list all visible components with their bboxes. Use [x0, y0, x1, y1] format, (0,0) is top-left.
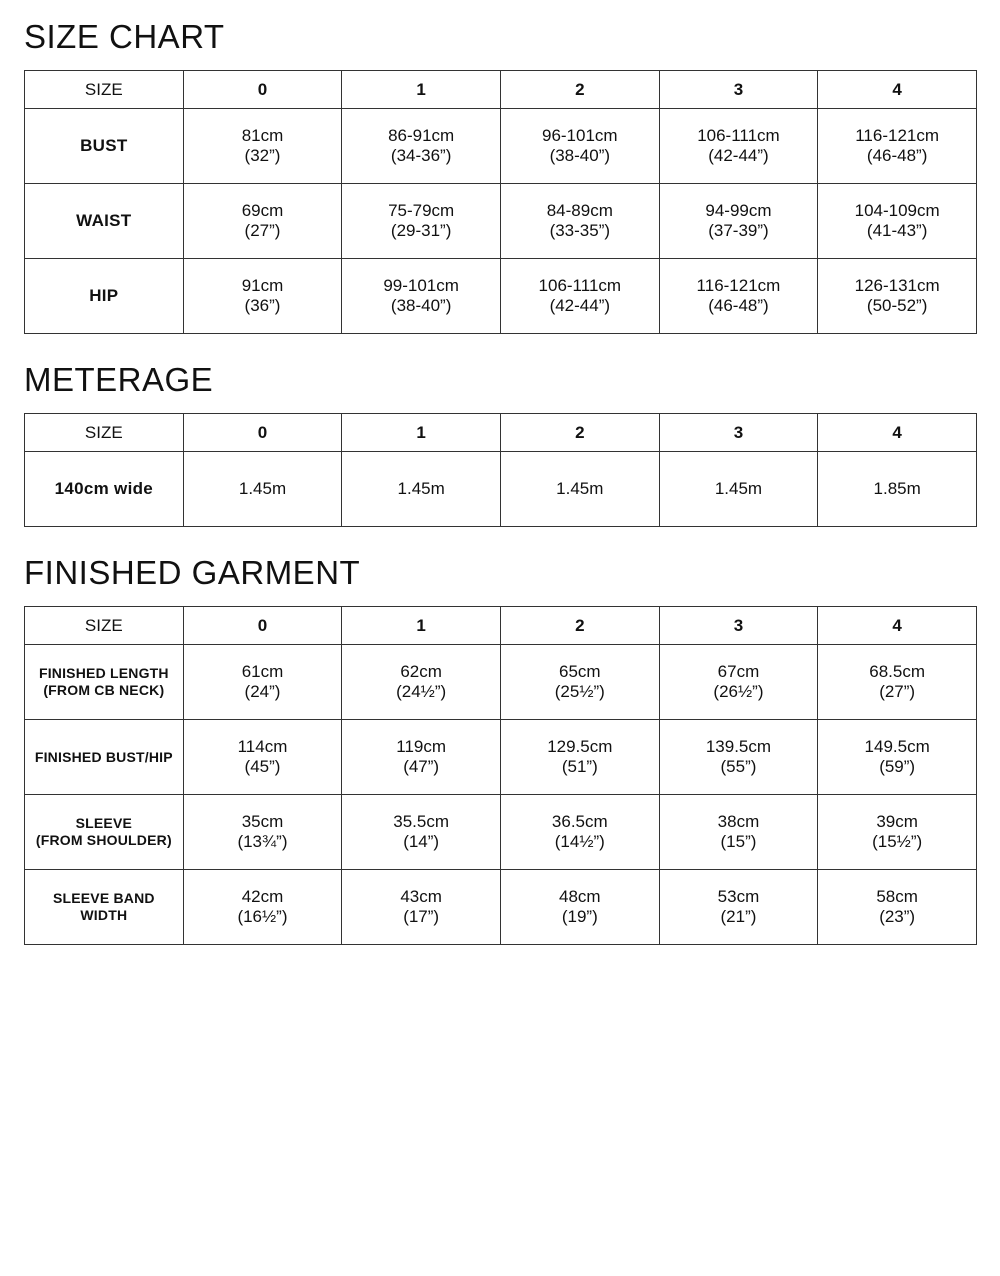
size-column-header: 0	[183, 607, 342, 645]
meterage-title: METERAGE	[24, 361, 214, 398]
meterage-cell: 1.85m	[818, 452, 977, 527]
measurement-cell: 67cm (26½”)	[659, 645, 818, 720]
measurement-cell: 119cm (47”)	[342, 720, 501, 795]
size-chart-title: SIZE CHART	[24, 18, 225, 55]
measurement-cell: 48cm (19”)	[500, 870, 659, 945]
row-label: SLEEVE (FROM SHOULDER)	[25, 795, 184, 870]
size-column-header: 3	[659, 607, 818, 645]
size-column-header: 2	[500, 71, 659, 109]
measurement-cell: 81cm (32”)	[183, 109, 342, 184]
measurement-cell: 96-101cm (38-40”)	[500, 109, 659, 184]
table-row-finished-bust-hip	[25, 720, 977, 795]
meterage-cell: 1.45m	[342, 452, 501, 527]
table-header-row	[25, 414, 977, 452]
measurement-cell: 35cm (13¾”)	[183, 795, 342, 870]
measurement-cell: 129.5cm (51”)	[500, 720, 659, 795]
measurement-cell: 99-101cm (38-40”)	[342, 259, 501, 334]
table-row-sleeve-band-width	[25, 870, 977, 945]
table-row-finished-length	[25, 645, 977, 720]
measurement-cell: 106-111cm (42-44”)	[500, 259, 659, 334]
measurement-cell: 116-121cm (46-48”)	[659, 259, 818, 334]
size-column-header: 1	[342, 414, 501, 452]
measurement-cell: 62cm (24½”)	[342, 645, 501, 720]
table-header-row	[25, 71, 977, 109]
size-column-header: 0	[183, 414, 342, 452]
finished-garment-title: FINISHED GARMENT	[24, 554, 361, 591]
measurement-cell: 94-99cm (37-39”)	[659, 184, 818, 259]
size-column-header: 3	[659, 71, 818, 109]
measurement-cell: 84-89cm (33-35”)	[500, 184, 659, 259]
row-label: FINISHED LENGTH (FROM CB NECK)	[25, 645, 184, 720]
measurement-cell: 39cm (15½”)	[818, 795, 977, 870]
row-label: FINISHED BUST/HIP	[25, 720, 184, 795]
meterage-cell: 1.45m	[183, 452, 342, 527]
size-column-header: 4	[818, 607, 977, 645]
meterage-cell: 1.45m	[500, 452, 659, 527]
measurement-cell: 75-79cm (29-31”)	[342, 184, 501, 259]
table-row-bust	[25, 109, 977, 184]
measurement-cell: 116-121cm (46-48”)	[818, 109, 977, 184]
size-column-header: 1	[342, 71, 501, 109]
size-column-header: 2	[500, 607, 659, 645]
measurement-cell: 69cm (27”)	[183, 184, 342, 259]
row-label: 140cm wide	[25, 452, 184, 527]
measurement-cell: 139.5cm (55”)	[659, 720, 818, 795]
measurement-cell: 68.5cm (27”)	[818, 645, 977, 720]
measurement-cell: 114cm (45”)	[183, 720, 342, 795]
measurement-cell: 36.5cm (14½”)	[500, 795, 659, 870]
table-row-140cm-wide	[25, 452, 977, 527]
size-column-header: 1	[342, 607, 501, 645]
measurement-cell: 61cm (24”)	[183, 645, 342, 720]
meterage-cell: 1.45m	[659, 452, 818, 527]
table-header-row	[25, 607, 977, 645]
measurement-cell: 126-131cm (50-52”)	[818, 259, 977, 334]
row-label: HIP	[25, 259, 184, 334]
size-column-header: 2	[500, 414, 659, 452]
row-label: BUST	[25, 109, 184, 184]
measurement-cell: 91cm (36”)	[183, 259, 342, 334]
size-column-header: 0	[183, 71, 342, 109]
measurement-cell: 42cm (16½”)	[183, 870, 342, 945]
meterage-table	[24, 413, 977, 527]
row-label: SLEEVE BAND WIDTH	[25, 870, 184, 945]
row-label: WAIST	[25, 184, 184, 259]
size-column-header: 3	[659, 414, 818, 452]
size-header-label: SIZE	[25, 607, 184, 645]
finished-garment-table	[24, 606, 977, 945]
measurement-cell: 149.5cm (59”)	[818, 720, 977, 795]
size-column-header: 4	[818, 71, 977, 109]
measurement-cell: 35.5cm (14”)	[342, 795, 501, 870]
size-chart-table	[24, 70, 977, 334]
size-header-label: SIZE	[25, 414, 184, 452]
size-column-header: 4	[818, 414, 977, 452]
measurement-cell: 86-91cm (34-36”)	[342, 109, 501, 184]
table-row-waist	[25, 184, 977, 259]
measurement-cell: 104-109cm (41-43”)	[818, 184, 977, 259]
table-row-hip	[25, 259, 977, 334]
measurement-cell: 106-111cm (42-44”)	[659, 109, 818, 184]
measurement-cell: 58cm (23”)	[818, 870, 977, 945]
measurement-cell: 43cm (17”)	[342, 870, 501, 945]
measurement-cell: 65cm (25½”)	[500, 645, 659, 720]
size-header-label: SIZE	[25, 71, 184, 109]
measurement-cell: 38cm (15”)	[659, 795, 818, 870]
measurement-cell: 53cm (21”)	[659, 870, 818, 945]
table-row-sleeve	[25, 795, 977, 870]
